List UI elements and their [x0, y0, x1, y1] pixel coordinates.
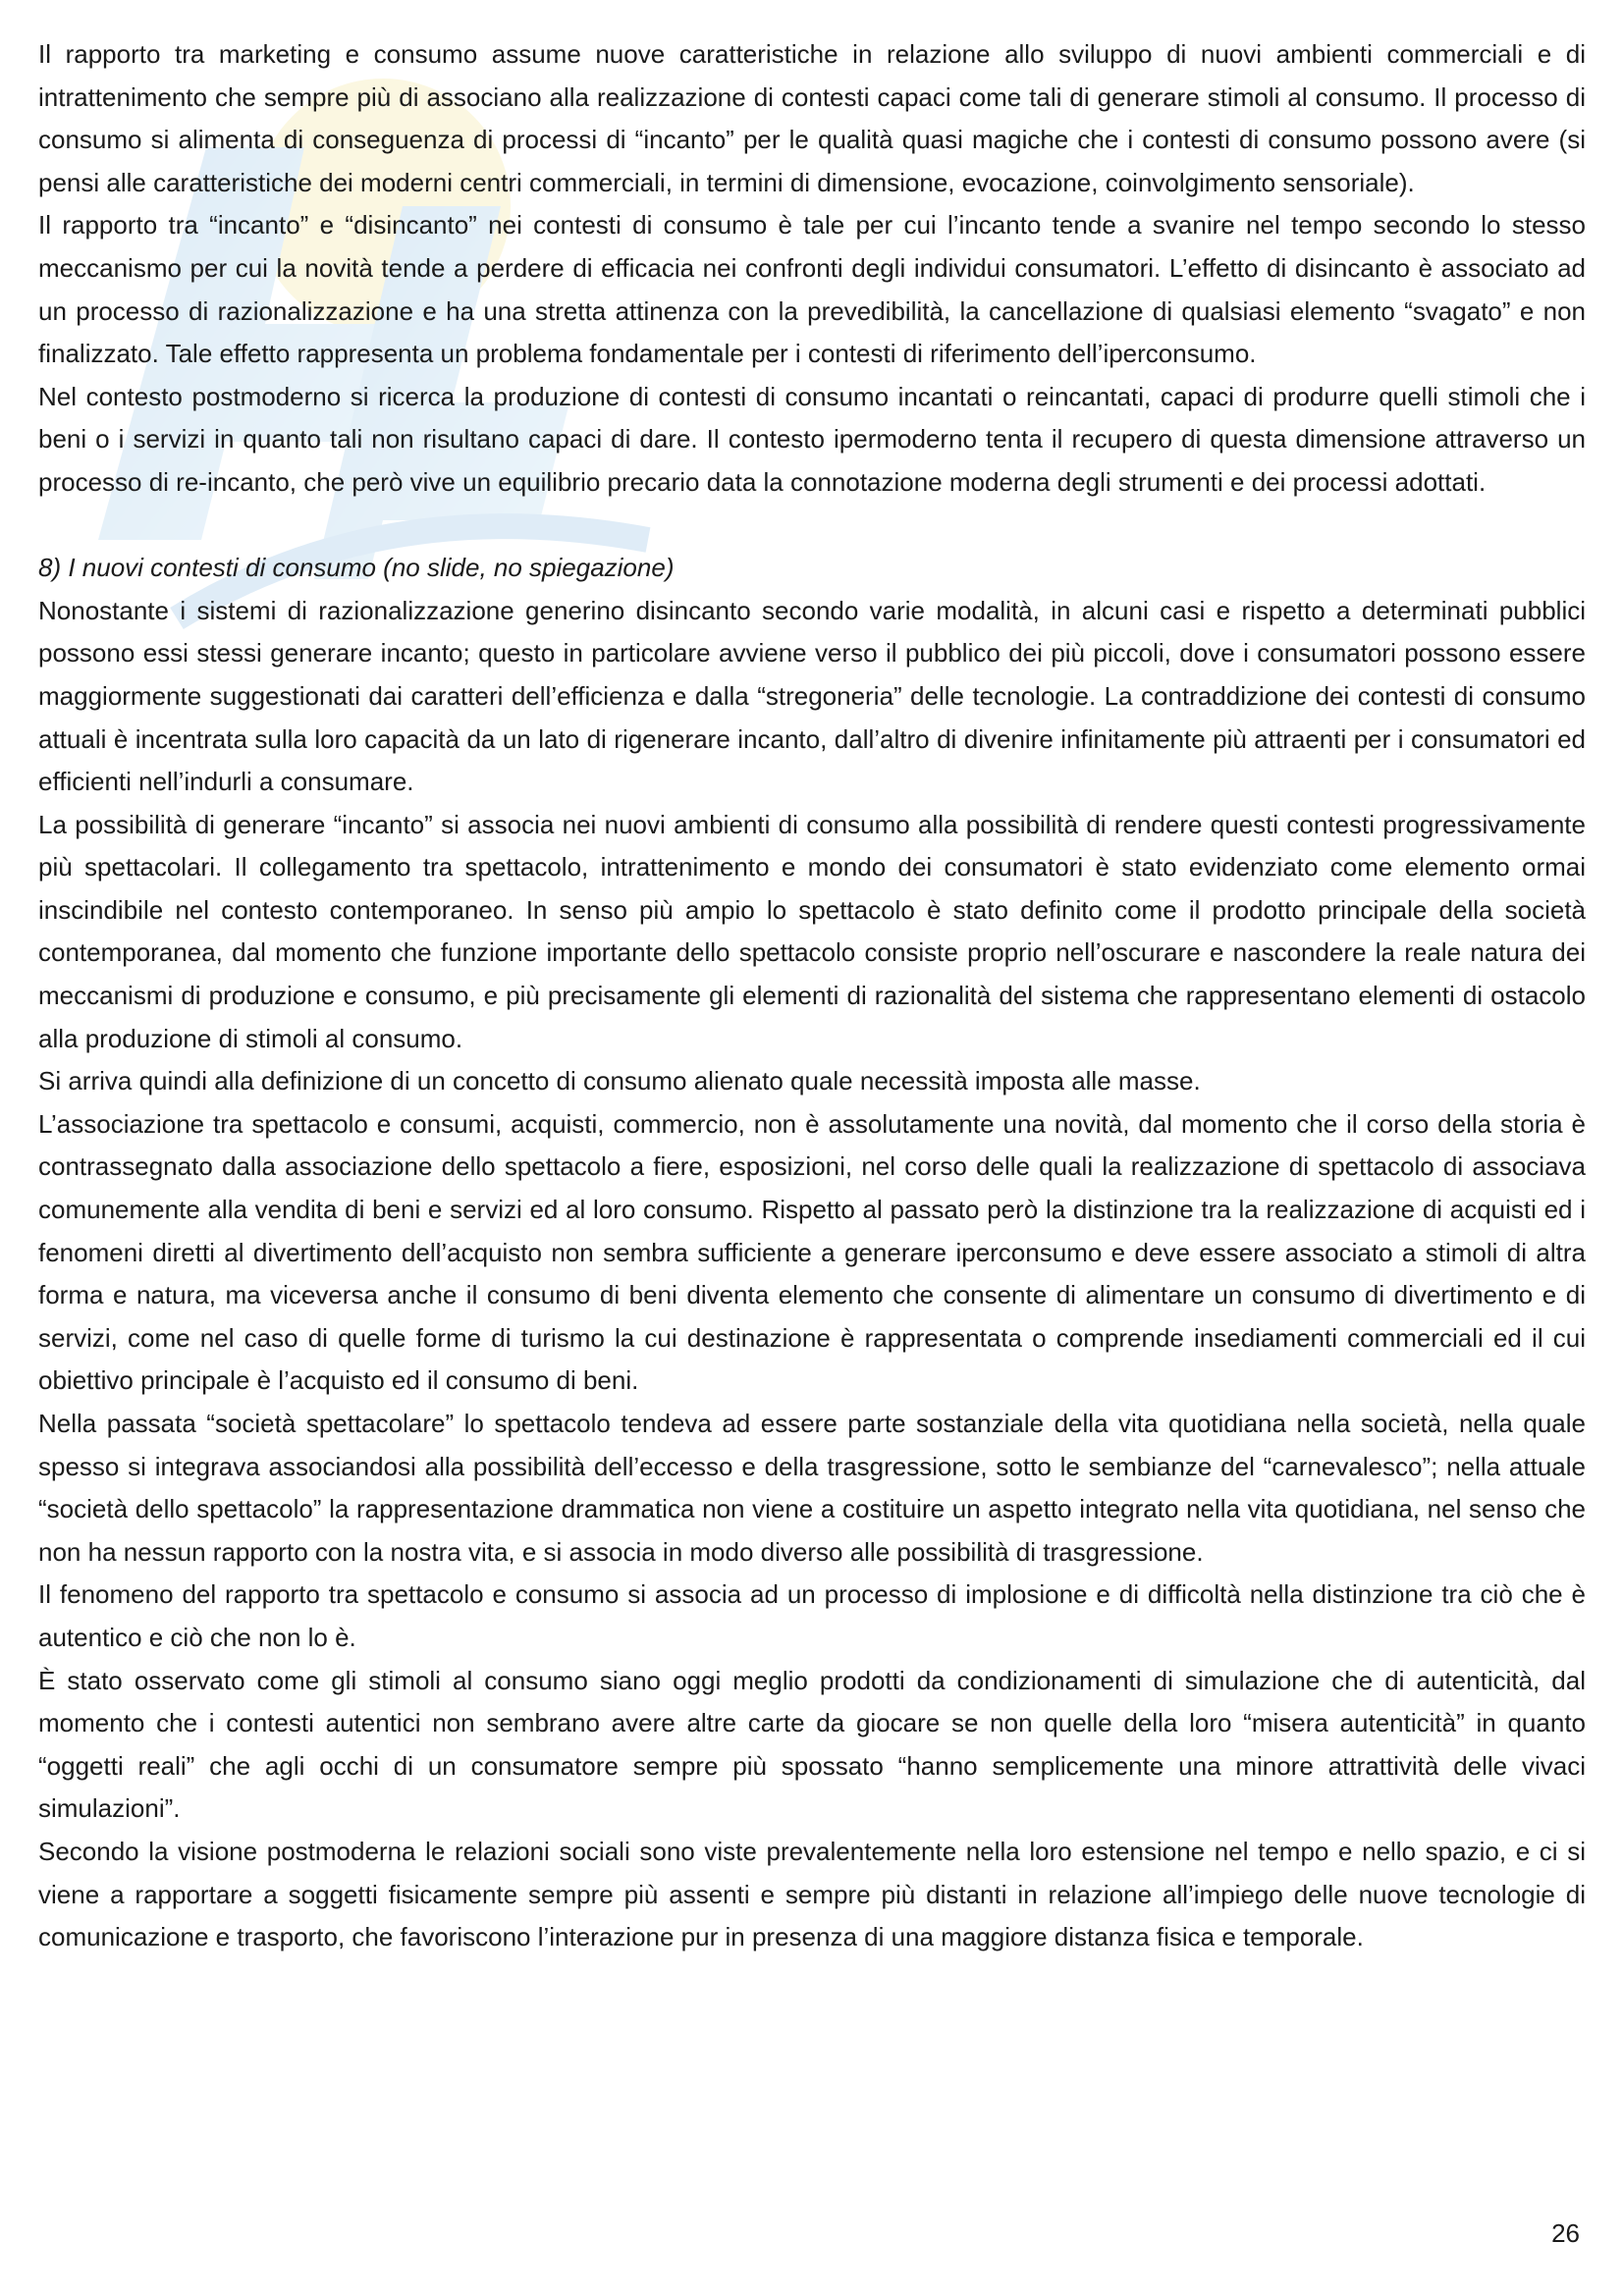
document-body — [38, 33, 1586, 1959]
body-paragraph: Nel contesto postmoderno si ricerca la produzione di contesti di consumo incantati o reincantati, capaci di produrre quelli stimoli che i beni o i servizi in quanto tali non risultano capaci di dare. Il contesto ipermoderno tenta il recupero di questa dimensione attraverso un processo di re-incanto, che però vive un equilibrio precario data la connotazione moderna degli strumenti e dei processi adottati. — [38, 381, 1586, 497]
body-paragraph: Il rapporto tra marketing e consumo assume nuove caratteristiche in relazione allo sviluppo di nuovi ambienti commerciali e di intrattenimento che sempre più di associano alla realizzazione di contesti capaci come tali di generare stimoli al consumo. Il processo di consumo si alimenta di conseguenza di processi di “incanto” per le qualità quasi magiche che i contesti di consumo possono avere (si pensi alle caratteristiche dei moderni centri commerciali, in termini di dimensione, evocazione, coinvolgimento sensoriale). — [38, 39, 1586, 197]
paragraph-spacer — [38, 505, 1586, 548]
body-paragraph: L’associazione tra spettacolo e consumi, acquisti, commercio, non è assolutamente una novità, dal momento che il corso della storia è contrassegnato dalla associazione dello spettacolo a fiere, esposizioni, nel corso delle quali la realizzazione di spettacolo di associava comunemente alla vendita di beni e servizi ed al loro consumo. Rispetto al passato però la distinzione tra la realizzazione di acquisti ed i fenomeni diretti al divertimento dell’acquisto non sembra sufficiente a generare iperconsumo e deve essere associato a stimoli di altra forma e natura, ma viceversa anche il consumo di beni diventa elemento che consente di alimentare un consumo di divertimento e di servizi, come nel caso di quelle forme di turismo la cui destinazione è rappresentata o comprende insediamenti commerciali ed il cui obiettivo principale è l’acquisto ed il consumo di beni. — [38, 1108, 1586, 1396]
page-number: 26 — [1551, 2218, 1580, 2248]
section-heading: 8) I nuovi contesti di consumo (no slide, no spiegazione) — [38, 553, 675, 583]
body-paragraph: Nonostante i sistemi di razionalizzazione generino disincanto secondo varie modalità, in alcuni casi e rispetto a determinati pubblici possono essi stessi generare incanto; questo in particolare avviene verso il pubblico dei più piccoli, dove i consumatori possono essere maggiormente suggestionati dai caratteri dell’efficienza e dalla “stregoneria” delle tecnologie. La contraddizione dei contesti di consumo attuali è incentrata sulla loro capacità da un lato di rigenerare incanto, dall’altro di divenire infinitamente più attraenti per i consumatori ed efficienti nell’indurli a consumare. — [38, 595, 1586, 797]
body-paragraph: È stato osservato come gli stimoli al consumo siano oggi meglio prodotti da condizionamenti di simulazione che di autenticità, dal momento che i contesti autentici non sembrano avere altre carte da giocare se non quelle della loro “misera autenticità” in quanto “oggetti reali” che agli occhi di un consumatore sempre più spossato “hanno semplicemente una minore attrattività delle vivaci simulazioni”. — [38, 1665, 1586, 1824]
body-paragraph: Nella passata “società spettacolare” lo spettacolo tendeva ad essere parte sostanziale della vita quotidiana nella società, nella quale spesso si integrava associandosi alla possibilità dell’eccesso e della trasgressione, sotto le sembianze del “carnevalesco”; nella attuale “società dello spettacolo” la rappresentazione drammatica non viene a costituire un aspetto integrato nella vita quotidiana, nel senso che non ha nessun rapporto con la nostra vita, e si associa in modo diverso alle possibilità di trasgressione. — [38, 1409, 1586, 1567]
body-paragraph: La possibilità di generare “incanto” si associa nei nuovi ambienti di consumo alla possibilità di rendere questi contesti progressivamente più spettacolari. Il collegamento tra spettacolo, intrattenimento e mondo dei consumatori è stato evidenziato come elemento ormai inscindibile nel contesto contemporaneo. In senso più ampio lo spettacolo è stato definito come il prodotto principale della società contemporanea, dal momento che funzione importante dello spettacolo consiste proprio nell’oscurare e nascondere la reale natura dei meccanismi di produzione e consumo, e più precisamente gli elementi di razionalità del sistema che rappresentano elementi di ostacolo alla produzione di stimoli al consumo. — [38, 809, 1586, 1053]
body-paragraph: Il fenomeno del rapporto tra spettacolo e consumo si associa ad un processo di implosione e di difficoltà nella distinzione tra ciò che è autentico e ciò che non lo è. — [38, 1579, 1586, 1652]
body-paragraph: Il rapporto tra “incanto” e “disincanto” nei contesti di consumo è tale per cui l’incanto tende a svanire nel tempo secondo lo stesso meccanismo per cui la novità tende a perdere di efficacia nei confronti degli individui consumatori. L’effetto di disincanto è associato ad un processo di razionalizzazione e ha una stretta attinenza con la prevedibilità, la cancellazione di qualsiasi elemento “svagato” e non finalizzato. Tale effetto rappresenta un problema fondamentale per i contesti di riferimento dell’iperconsumo. — [38, 210, 1586, 369]
body-paragraph: Secondo la visione postmoderna le relazioni sociali sono viste prevalentemente nella loro estensione nel tempo e nello spazio, e ci si viene a rapportare a soggetti fisicamente sempre più assenti e sempre più distanti in relazione all’impiego delle nuove tecnologie di comunicazione e trasporto, che favoriscono l’interazione pur in presenza di una maggiore distanza fisica e temporale. — [38, 1836, 1586, 1952]
body-paragraph: Si arriva quindi alla definizione di un concetto di consumo alienato quale necessità imposta alle masse. — [38, 1066, 1201, 1096]
